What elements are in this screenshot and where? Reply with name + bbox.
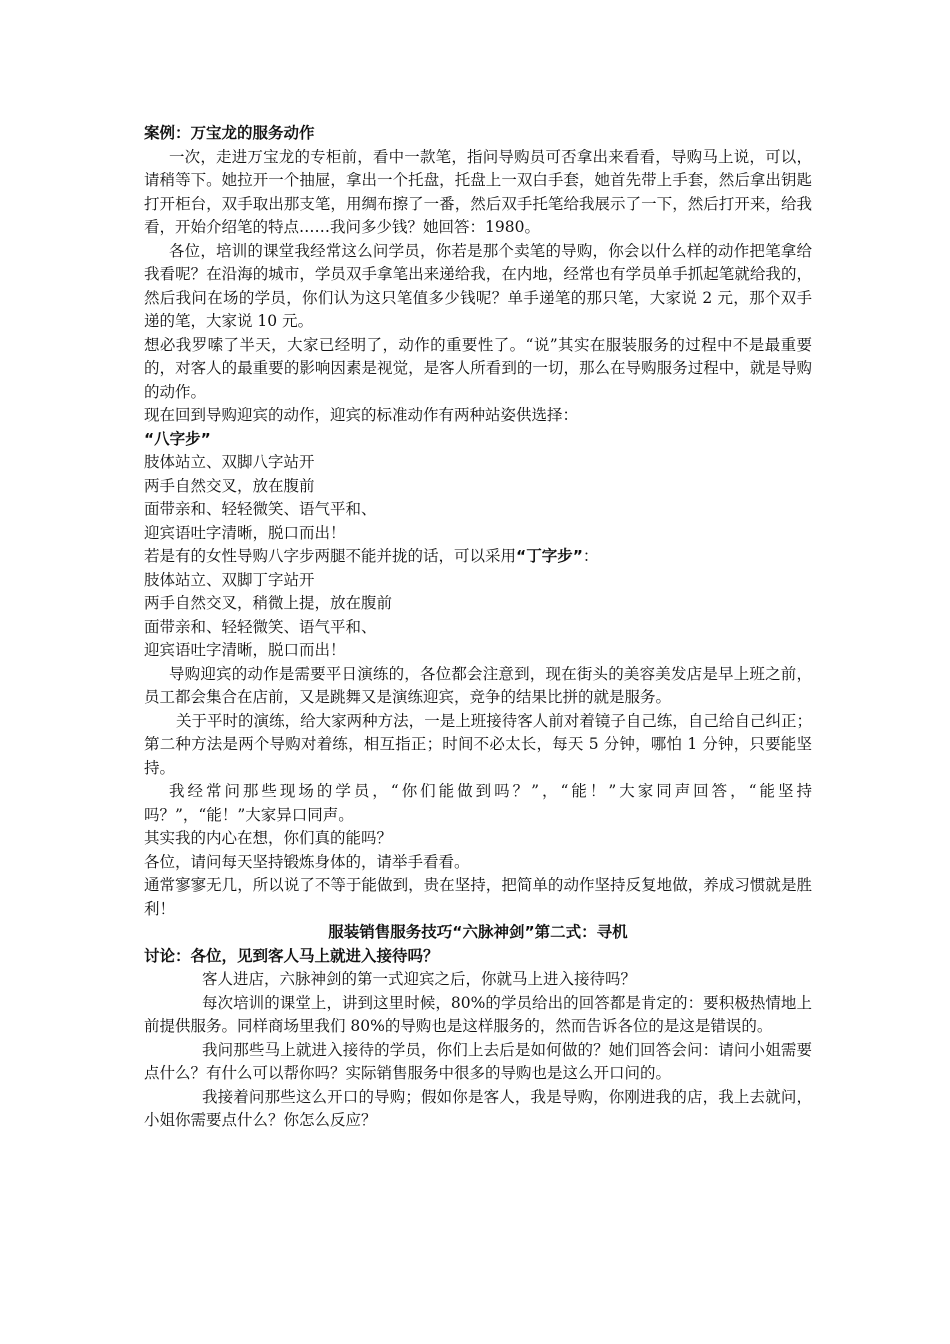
paragraph-case-story: 一次，走进万宝龙的专柜前，看中一款笔，指问导购员可否拿出来看看，导购马上说，可以，请稍等下。她拉开一个抽屉，拿出一个托盘，托盘上一双白手套，她首先带上手套，然后拿出钥匙打开柜台，双手取出那支笔，用绸布擦了一番，然后双手托笔给我展示了一下，然后打开来，给我看，开始介绍笔的特点……我问多少钱？她回答：1980。 xyxy=(144,147,812,236)
dingzibu-colon: ： xyxy=(582,547,599,565)
paragraph-raise-hands: 各位，请问每天坚持锻炼身体的，请举手看看。 xyxy=(144,852,470,871)
list-item: 两手自然交叉，稍微上提，放在腹前 xyxy=(144,594,393,612)
paragraph-welcome-posture-intro: 现在回到导购迎宾的动作，迎宾的标准动作有两种站姿供选择： xyxy=(144,406,579,424)
paragraph-practice-methods: 关于平时的演练，给大家两种方法，一是上班接待客人前对着镜子自己练，自己给自己纠正；第二种方法是两个导购对着练，相互指正；时间不必太长，每天 5 分钟，哪怕 1 分钟，只要能坚持。 xyxy=(144,711,812,777)
section-title: 服装销售服务技巧“六脉神剑”第二式：寻机 xyxy=(328,923,628,941)
paragraph-action-importance: 想必我罗嗦了半天，大家已经明了，动作的重要性了。“说”其实在服装服务的过程中不是最重要的，对客人的最重要的影响因素是视觉，是客人所看到的一切，那么在导购服务过程中，就是导购的动作。 xyxy=(144,335,812,401)
paragraph-customer-reaction: 我接着问那些这么开口的导购；假如你是客人，我是导购，你刚进我的店，我上去就问，小姐你需要点什么？你怎么反应？ xyxy=(144,1087,812,1129)
paragraph-inner-thought: 其实我的内心在想，你们真的能吗？ xyxy=(144,829,393,847)
paragraph-enter-reception: 客人进店，六脉神剑的第一式迎宾之后，你就马上进入接待吗？ xyxy=(202,970,637,988)
document-body xyxy=(144,122,812,1133)
paragraph-practice: 导购迎宾的动作是需要平日演练的，各位都会注意到，现在街头的美容美发店是早上班之前，员工都会集合在店前，又是跳舞又是演练迎宾，竞争的结果比拼的就是服务。 xyxy=(144,664,812,706)
case-title: 案例：万宝龙的服务动作 xyxy=(144,124,315,142)
dingzibu-term: “丁字步” xyxy=(516,547,583,565)
heading-bazibu: “八字步” xyxy=(144,429,211,448)
list-item: 迎宾语吐字清晰，脱口而出！ xyxy=(144,523,346,542)
paragraph-how-to-ask: 我问那些马上就进入接待的学员，你们上去后是如何做的？她们回答会问：请问小姐需要点什么？有什么可以帮你吗？实际销售服务中很多的导购也是这么开口问的。 xyxy=(144,1040,812,1082)
dingzibu-intro-text: 若是有的女性导购八字步两腿不能并拢的话，可以采用 xyxy=(144,547,517,565)
paragraph-persistence: 通常寥寥无几，所以说了不等于能做到，贵在坚持，把简单的动作坚持反复地做，养成习惯就是胜利！ xyxy=(144,876,812,918)
list-item: 面带亲和、轻轻微笑、语气平和、 xyxy=(144,617,377,636)
paragraph-training-answer: 每次培训的课堂上，讲到这里时候，80%的学员给出的回答都是肯定的：要积极热情地上前提供服务。同样商场里我们 80%的导购也是这样服务的，然而告诉各位的是这是错误的。 xyxy=(144,993,812,1035)
list-item: 面带亲和、轻轻微笑、语气平和、 xyxy=(144,500,377,518)
list-item: 两手自然交叉，放在腹前 xyxy=(144,476,315,495)
list-item: 肢体站立、双脚八字站开 xyxy=(144,453,315,471)
paragraph-pen-question: 各位，培训的课堂我经常这么问学员，你若是那个卖笔的导购，你会以什么样的动作把笔拿给我看呢？在沿海的城市，学员双手拿笔出来递给我，在内地，经常也有学员单手抓起笔就给我的，然后我问在场的学员，你们认为这只笔值多少钱呢？单手递笔的那只笔，大家说 2 元，那个双手递的笔，大家说 10 元。 xyxy=(144,241,812,330)
paragraph-dingzibu-intro xyxy=(144,545,812,569)
list-item: 迎宾语吐字清晰，脱口而出！ xyxy=(144,641,346,659)
discussion-question: 讨论：各位，见到客人马上就进入接待吗？ xyxy=(144,946,439,965)
paragraph-can-you-do-it: 我经常问那些现场的学员，“你们能做到吗？”，“能！”大家同声回答，“能坚持吗？”，“能！”大家异口同声。 xyxy=(144,782,812,824)
list-item: 肢体站立、双脚丁字站开 xyxy=(144,570,315,589)
